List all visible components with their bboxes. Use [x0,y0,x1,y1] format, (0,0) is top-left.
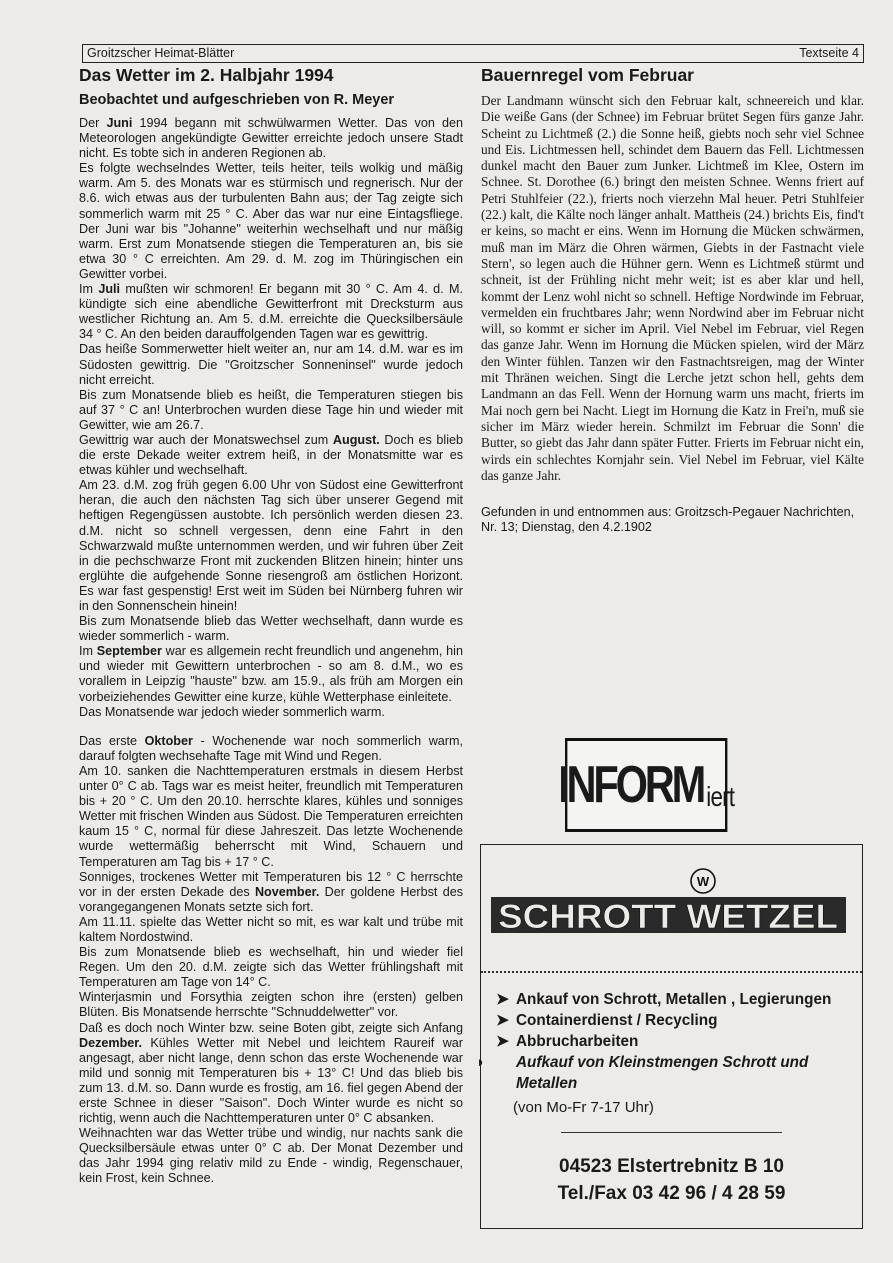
article-paragraph [79,433,463,478]
paragraph-text: 1994 begann mit schwülwarmen Wetter. Das von den Meteorologen angekündigte Gewitter erreichte jedoch unsere Stadt nicht. Es tobte sich in anderen Regionen ab. [79,116,464,161]
paragraph-text: Am 11.11. spielte das Wetter nicht so mit, es war kalt und trübe mit kaltem Nordostwind. [79,914,463,944]
page-number: Textseite 4 [799,46,859,60]
article-paragraph [79,915,463,945]
service-list [476,989,856,1094]
paragraph-text: Bis zum Monatsende blieb das Wetter wechselhaft, dann wurde es wieder sommerlich - warm. [79,614,463,644]
rules-body: Der Landmann wünscht sich den Februar kalt, schneereich und klar. Die weiße Gans (der Schnee) im Februar brütet Segen fürs ganze Jahr. Scheint zu Lichtmeß (2.) die Sonne heiß, giebts noch sehr viel Schnee und Eis. Lichtmessen hell, schindet dem Bauern das Fell. Lichtmessen dunkel macht den Bauer zum Junker. Lichtmeß im Klee, Ostern im Schnee. St. Dorothee (6.) bringt den meisten Schnee. Wenns friert auf Petri Stuhlfeier (22.), frierts noch vierzehn Mal heuer. Petri Stuhlfeier (22.) kalt, die Kälte noch länger anhalt. Mattheis (24.) brichts Eis, find't er keins, so macht er eins. Wenn im Hornung die Mücken schwärmen, muß man im März die Ohren wärmen, Giebts in der Fastnacht viele Stern', so legen auch die Hühner gern. Wenn es Lichtmeß stürmt und schneit, ist der Frühling nicht mehr weit; ist es aber klar und hell, kommt der Lenz wohl nicht so schnell. Heftige Nordwinde im Februar, vermelden ein fruchtbares Jahr; wenn Nordwind aber im Februar nicht will, so kommt er sicher im April. Viel Nebel im Februar, viel Regen das ganze Jahr. Wenn im Hornung die Mücken spielen, wird der März den Winter fühlen. Tanzen wir den Fastnachtsreigen, mag der Winter mit Thränen weichen. Singt die Lerche jetzt schon hell, gehts dem Landmann an das Fell. Wenn der Hornung warm uns macht, frierts im Mai noch gern bei Nacht. Liegt im Hornung die Katz in Frei'n, muß sie sicher im März wieder herein. Schmilzt im Februar die Sonn' die Butter, so giebt das Jahr dann später Futter. Frierts im Februar nicht ein, wirds ein schlechtes Kornjahr sein. Viel Nebel im Februar, viel Kälte das ganze Jahr. [481,93,864,483]
paragraph-text: Weihnachten war das Wetter trübe und windig, nur nachts sank die Quecksilbersäule etwas unter 0° C ab. Der Monat Dezember und das Jahr 1994 ging relativ mild zu Ende - windig, Regenschauer, kein Frost, kein Schnee. [79,1126,463,1186]
publication-title: Groitzscher Heimat-Blätter [87,46,235,60]
contact-block [481,1153,862,1207]
logo-wordmark: SCHROTT WETZEL [498,898,838,935]
month-highlight: Juli [98,282,121,297]
service-item: ◗ Aufkauf von Kleinstmengen Schrott und Metallen [476,1054,809,1092]
page-header [82,44,864,63]
paragraph-text: Sonniges, trockenes Wetter mit Temperaturen bis 12 ° C herrschte vor in der ersten Dekade des [79,869,463,899]
article-paragraph [79,764,463,870]
paragraph-text: Das Monatsende war jedoch wieder sommerlich warm. [79,704,385,719]
month-highlight: Oktober [144,733,193,748]
advertisement [476,844,863,1229]
article-paragraph [79,1126,463,1186]
paragraph-text: Der [79,116,107,130]
arrow-icon: ➤ [496,991,509,1008]
article-paragraph [79,388,463,433]
article-paragraph [79,282,463,342]
inform-logo [558,738,735,832]
month-highlight: September [96,644,162,659]
article-paragraph [79,705,463,720]
paragraph-text: war es allgemein recht freundlich und angenehm, hin und wieder mit Gewittern unterbrochen - so am 8. d.M., wo es vorallem in Leipzig "hauste" bzw. am 15.9., als früh am Morgen ein vorbeiziehendes Gewitter eine kurze, kühle Wetterphase einleitete. [79,644,463,704]
article-title: Das Wetter im 2. Halbjahr 1994 [79,65,334,85]
schrott-wetzel-logo [491,867,846,935]
article-paragraph [79,644,463,704]
phone-fax: Tel./Fax 03 42 96 / 4 28 59 [557,1183,786,1204]
article-paragraph [79,342,463,387]
paragraph-text: Bis zum Monatsende blieb es heißt, die Temperaturen stiegen bis auf 37 ° C an! Unterbrochen wurden diese Tage hin und wieder mit Gewitter, wie am 26.7. [79,387,463,432]
paragraph-text: Im [79,644,97,659]
paragraph-text: Im [79,282,99,297]
article-paragraph [79,734,463,764]
paragraph-text: Winterjasmin und Forsythia zeigten schon ihre (ersten) gelben Blüten. Bis Monatsende herrschte "Schnuddelwetter" vor. [79,990,463,1020]
inform-logo-small: iert [706,781,735,812]
rules-source: Gefunden in und entnommen aus: Groitzsch-Pegauer Nachrichten, Nr. 13; Dienstag, den 4.2.1902 [481,505,855,535]
paragraph-text: - Wochenende war noch sommerlich warm, darauf folgten wechsehafte Tage mit Wind und Regen. [79,733,463,763]
article-paragraph [79,161,463,282]
article-paragraph [79,870,463,915]
paragraph-text: Bis zum Monatsende blieb es wechselhaft, hin und wieder fiel Regen. Um den 20. d.M. zeigte sich das Wetter frühlingshaft mit Temperaturen am Tage von 14° C. [79,945,463,990]
paragraph-text: Doch es blieb die erste Dekade weiter extrem heiß, in der Monatsmitte war es etwas kühler und wechselhaft. [79,432,463,478]
article-body [79,116,463,1187]
rules-title: Bauernregel vom Februar [481,65,694,85]
arrow-icon: ◗ [476,1054,486,1071]
article-paragraph [79,478,463,614]
paragraph-text: Daß es doch noch Winter bzw. seine Boten gibt, zeigte sich Anfang [79,1020,463,1035]
dotted-separator [481,971,862,973]
article-paragraph [79,1021,463,1127]
month-highlight: Juni [106,116,133,130]
weather-article [79,64,463,1187]
paragraph-text: Der goldene Herbst des vorangegangenen Monats setzte sich fort. [79,884,463,914]
service-item: ➤ Ankauf von Schrott, Metallen , Legierungen [496,991,832,1008]
article-paragraph [79,945,463,990]
paragraph-text: Am 23. d.M. zog früh gegen 6.00 Uhr von Südost eine Gewitterfront heran, die auch den nächsten Tag sich über unserer Gegend mit heftigen Regengüssen austobte. Ich persönlich werden diesen 23. d.M. nicht so schnell vergessen, denn eine Fahrt in den Schwarzwald mußte unternommen werden, und wir fuhren über Zeit in die pechschwarze Front mit zuckenden Blitzen hinein; hinter uns erglühte die aufgehende Sonne riesengroß am östlichen Horizont. Es war fast gespenstig! Erst weit im Süden bei Nürnberg fuhren wir in den Sonnenschein hinein! [79,478,463,613]
paragraph-text: Gewittrig war auch der Monatswechsel zum [79,432,333,447]
logo-badge-letter: W [696,874,710,889]
paragraph-text: mußten wir schmoren! Er begann mit 30 ° C. Am 4. d. M. kündigte sich eine abendliche Gewitterfront mit Drecksturm aus westlicher Richtung an. Am 5. d.M. erreichte die Quecksilbersäule 34 ° C. An den beiden darauffolgenden Tagen war es gewittrig. [79,282,463,342]
farmer-rules-article [481,64,864,535]
month-highlight: Dezember. [79,1035,142,1050]
article-paragraph [79,990,463,1020]
paragraph-text: Am 10. sanken die Nachttemperaturen erstmals in diesem Herbst unter 0° C ab. Tags war es meist heiter, freundlich mit Temperaturen bis + 20 ° C. Um den 20.10. herrschte klares, kühles und sonniges Wetter mit frischen Winden aus Südost. Die Temperaturen erreichten kaum 15 ° C, normal für diese Jahreszeit. Das letzte Wochenende wurde wettermäßig beherrscht mit Wind, Schauern und Temperaturen am Tag bis + 17 ° C. [79,763,463,869]
address: 04523 Elstertrebnitz B 10 [559,1156,784,1177]
paragraph-text: Das erste [79,733,145,748]
arrow-icon: ➤ [496,1012,509,1029]
article-paragraph [79,614,463,644]
month-highlight: August. [332,432,380,447]
month-highlight: November. [254,884,320,899]
service-item: ➤ Abbrucharbeiten [496,1033,639,1050]
opening-hours: (von Mo-Fr 7-17 Uhr) [513,1099,654,1116]
paragraph-text: Es folgte wechselndes Wetter, teils heiter, teils wolkig und mäßig warm. Am 5. des Monats war es stürmisch und regnerisch. Nur der 8.6. wich etwas aus der turbulenten Bahn aus; der Tag zeigte sich sommerlich warm mit 25 ° C. Aber das war nur eine Eintagsfliege. Der Juni war bis "Johanne" weiterhin wechselhaft und nur mäßig warm. Erst zum Monatsende stiegen die Temperaturen an, bis sie etwa 30 ° C erreichten. Am 29. d. M. zog im Thüringischen ein Gewitter vorbei. [79,161,463,281]
arrow-icon: ➤ [496,1033,509,1050]
separator-line [561,1132,782,1133]
service-item: ➤ Containerdienst / Recycling [496,1012,718,1029]
paragraph-text: Kühles Wetter mit Nebel und leichtem Raureif war angesagt, aber nicht lange, denn schon das erste Wochenende war mild und sonnig mit Temperaturen bis + 13° C! Und das blieb bis zum 13. d.M. so. Dann wurde es frostig, am 16. fiel gegen Abend der erste Schnee in dieser "Saison". Doch Winter wurde es nicht so richtig, wenn auch die Nachttemperaturen unter 0° C absanken. [79,1035,463,1126]
article-subtitle: Beobachtet und aufgeschrieben von R. Meyer [79,92,395,108]
paragraph-text: Das heiße Sommerwetter hielt weiter an, nur am 14. d.M. war es im Südosten gewittrig. Die "Groitzscher Sonneninsel" wurde jedoch nicht erreicht. [79,342,463,387]
article-paragraph [79,116,463,161]
inform-logo-big: INFORM [558,756,704,814]
